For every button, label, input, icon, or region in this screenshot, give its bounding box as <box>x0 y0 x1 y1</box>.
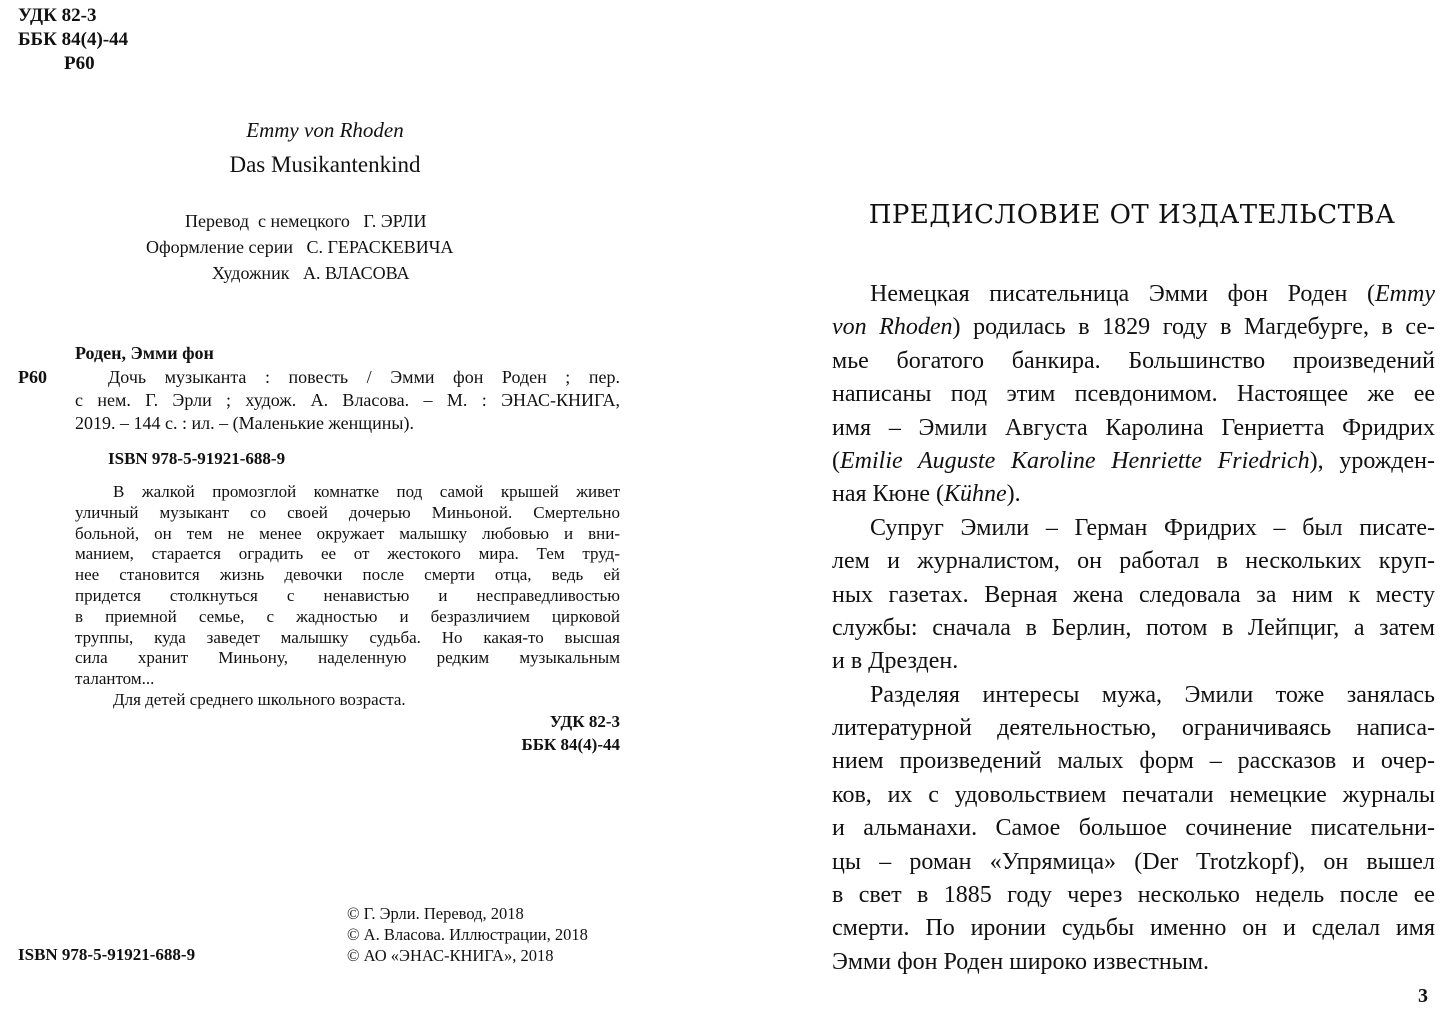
preface-line <box>832 478 1435 511</box>
text-run: ( <box>832 447 840 474</box>
annotation-line: придется столкнуться с ненавистью и несправедливостью <box>75 585 620 605</box>
text-run: Супруг Эмили – Герман Фридрих – был писате- <box>870 514 1435 541</box>
catalog-sign: Р60 <box>18 367 47 387</box>
annotation-line: манием, старается оградить ее от жестокого мира. Тем труд- <box>75 544 620 564</box>
copyright-illustrations: © А. Власова. Иллюстрации, 2018 <box>347 925 588 944</box>
text-run: написаны под этим псевдонимом. Настоящее же ее <box>832 381 1435 408</box>
catalog-description-cont <box>75 389 620 435</box>
credit-series-design: Оформление серии С. ГЕРАСКЕВИЧА <box>146 237 454 257</box>
italic-run: Emmy <box>1375 281 1435 307</box>
text-run: мье богатого банкира. Большинство произведений <box>832 347 1435 374</box>
original-title: Das Musikantenkind <box>229 152 421 177</box>
preface-line <box>832 779 1435 812</box>
preface-line <box>832 745 1435 778</box>
preface-line <box>832 412 1435 445</box>
credit-translator: Перевод с немецкого Г. ЭРЛИ <box>185 211 427 231</box>
catalog-bbk: ББК 84(4)-44 <box>521 735 620 754</box>
text-run: смерти. По иронии судьбы именно он и сделал имя <box>832 915 1435 942</box>
age-note: Для детей среднего школьного возраста. <box>113 689 406 709</box>
text-run: ). <box>1006 481 1021 508</box>
preface-line <box>832 579 1435 612</box>
preface-line <box>832 946 1435 979</box>
preface-line <box>832 445 1435 478</box>
annotation-line: в приемной семье, с жадностью и безразличием цирковой <box>75 606 620 626</box>
catalog-udk: УДК 82-3 <box>549 712 620 731</box>
preface-line <box>832 712 1435 745</box>
text-run: службы: сначала в Берлин, потом в Лейпциг, а затем <box>832 614 1435 641</box>
annotation-line: сила хранит Миньону, наделенную редким музыкальным <box>75 648 620 668</box>
text-run: Эмми фон Роден широко известным. <box>832 948 1210 975</box>
preface-line <box>832 812 1435 845</box>
description-line: с нем. Г. Эрли ; худож. А. Власова. – М. : ЭНАС-КНИГА, <box>75 390 620 410</box>
preface-line <box>832 912 1435 945</box>
text-run: ная Кюне ( <box>832 481 944 508</box>
preface-line <box>832 345 1435 378</box>
catalog-description <box>108 366 620 389</box>
preface-line <box>832 512 1435 545</box>
text-run: Немецкая писательница Эмми фон Роден ( <box>870 281 1376 307</box>
text-run: цы – роман «Упрямица» (Der Trotzkopf), он вышел <box>832 848 1435 875</box>
annotation-line: уличный музыкант со своей дочерью Миньоной. Смертельно <box>75 502 620 522</box>
catalog-heading: Роден, Эмми фон <box>75 343 214 363</box>
text-run: ных газетах. Верная жена следовала за ним к месту <box>832 581 1435 608</box>
udk-code-top: УДК 82-3 <box>18 5 97 26</box>
credit-illustrator: Художник А. ВЛАСОВА <box>212 263 410 283</box>
catalog-isbn: ISBN 978-5-91921-688-9 <box>108 449 286 468</box>
annotation-line: больной, он тем не менее окружает малышку любовью и вни- <box>75 523 620 543</box>
copyright-translation: © Г. Эрли. Перевод, 2018 <box>347 904 524 923</box>
original-author: Emmy von Rhoden <box>246 118 404 142</box>
italic-run: Emilie Auguste Karoline Henriette Friedrich <box>840 447 1310 474</box>
text-run: и в Дрезден. <box>832 648 959 675</box>
text-run: нием произведений малых форм – рассказов и очер- <box>832 748 1435 775</box>
annotation <box>75 482 620 711</box>
author-sign-top: Р60 <box>64 53 95 74</box>
annotation-line: нее становится жизнь девочки после смерти отца, ведь ей <box>75 565 620 585</box>
text-run: литературной деятельностью, ограничиваясь написа- <box>832 715 1435 742</box>
bbk-code-top: ББК 84(4)-44 <box>18 29 129 50</box>
text-run: и альманахи. Самое большое сочинение писательни- <box>832 815 1435 842</box>
preface-line <box>832 278 1435 311</box>
text-run: лем и журналистом, он работал в нескольких круп- <box>832 548 1435 575</box>
copyright-publisher: © АО «ЭНАС-КНИГА», 2018 <box>347 946 554 965</box>
preface-body <box>832 278 1435 979</box>
description-line: 2019. – 144 с. : ил. – (Маленькие женщины). <box>75 413 414 433</box>
preface-heading: ПРЕДИСЛОВИЕ ОТ ИЗДАТЕЛЬСТВА <box>868 200 1396 230</box>
text-run: ) родилась в 1829 году в Магдебурге, в се- <box>952 314 1436 341</box>
bottom-isbn: ISBN 978-5-91921-688-9 <box>18 945 196 964</box>
preface-line <box>832 311 1435 344</box>
italic-run: Kühne <box>943 481 1007 508</box>
preface-line <box>832 846 1435 879</box>
page-number: 3 <box>1418 985 1428 1007</box>
text-run: имя – Эмили Августа Каролина Генриетта Фридрих <box>832 414 1435 441</box>
preface-line <box>832 378 1435 411</box>
preface-line <box>832 612 1435 645</box>
description-line: Дочь музыканта : повесть / Эмми фон Роден ; пер. <box>108 367 620 387</box>
text-run: ков, их с удовольствием печатали немецкие журналы <box>832 781 1435 808</box>
italic-run: von Rhoden <box>832 314 953 341</box>
annotation-line: талантом... <box>75 669 155 689</box>
text-run: Разделяя интересы мужа, Эмили тоже занялась <box>870 681 1435 708</box>
preface-line <box>832 679 1435 712</box>
preface-line <box>832 879 1435 912</box>
preface-line <box>832 545 1435 578</box>
annotation-line: труппы, куда заведет малышку судьба. Но какая-то высшая <box>75 627 620 647</box>
text-run: в свет в 1885 году через несколько недель после ее <box>832 882 1435 909</box>
text-run: ), урожден- <box>1309 447 1435 474</box>
annotation-line: В жалкой промозглой комнатке под самой крышей живет <box>113 482 620 501</box>
preface-line <box>832 645 1435 678</box>
